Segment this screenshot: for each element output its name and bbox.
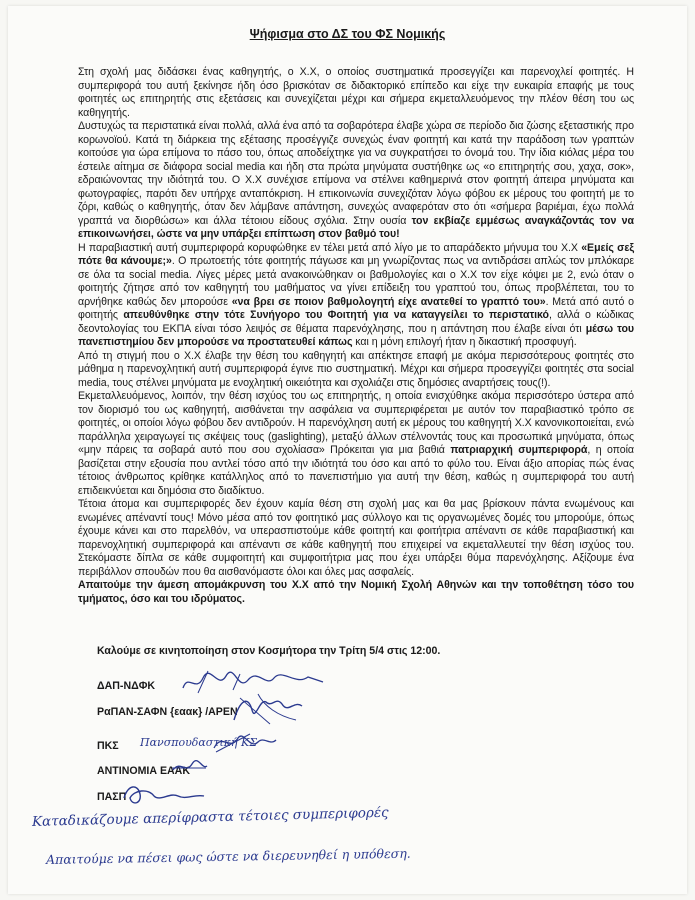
signatory-pasp: ΠΑΣΠ <box>97 791 127 803</box>
paragraph-1: Στη σχολή μας διδάσκει ένας καθηγητής, ο Χ.Χ, ο οποίος συστηματικά προσεγγίζει και παρενοχλεί φοιτητές. Η συμπεριφορά του αυτή ξεκίνησε ήδη όσο βρισκόταν σε διδακτορικό επίπεδο και είχε την ευκαιρία επαφής με τους φοιτητές ως επιτηρητής στις εξετάσεις και συνεχίζεται μέχρι και σήμερα εκμεταλλευόμενος την πλέον θέση του ως καθηγητής. <box>78 66 634 119</box>
signatory-dap: ΔΑΠ-ΝΔΦΚ <box>97 680 156 692</box>
paragraph-5-text-a: Εκμεταλλευόμενος, λοιπόν, την θέση ισχύος του ως επιτηρητής, η οποία ενισχύθηκε ακόμα περισσότερο ύστερα από τον διορισμό του ως καθηγητή, αισθάνεται την ασφάλεια να συμπεριφέρεται με αυτόν τον παραβιαστικό τρόπο σε φοιτητές, οι οποίοι λόγω φόβου δεν αντιδρούν. Η παρενόχληση αυτή εκ μέρους του καθηγητή Χ.Χ κανονικοποιείται, ενώ παράλληλα χειραγωγεί τις σκέψεις τους (gaslighting), μεταξύ άλλων στέλνοντάς τους και προσωπικά μηνύματα, όπως «μην πάρεις τα σοβαρά αυτό που σου σχολίασα» Πρόκειται για μια βαθιά <box>78 390 634 456</box>
paragraph-4: Από τη στιγμή που ο Χ.Χ έλαβε την θέση του καθηγητή και απέκτησε επαφή με ακόμα περισσότερους φοιτητές στο μάθημα η παρενοχλητική αυτή συμπεριφορά έγινε πιο συστηματική. Μέχρι και σήμερα προσεγγίζει φοιτητές στα social media, τους στέλνει μηνύματα με ενοχλητική οικειότητα και σχολιάζει στις δημόσιες αναρτήσεις τους(!). <box>78 349 634 389</box>
paragraph-3-text-i: και η μόνη επιλογή ήταν η δικαστική προσφυγή. <box>352 336 577 348</box>
signature-antinomia-scribble <box>170 756 210 778</box>
paragraph-3-emphasis-h: μέσω του πανεπιστημίου δεν μπορούσε να προστατευθεί κάπως <box>78 322 634 348</box>
signature-pks-handwritten: Πανσπουδαστική ΚΣ <box>140 736 258 749</box>
signatory-antinomia: ΑΝΤΙΝΟΜΙΑ ΕΑΑΚ <box>97 765 190 777</box>
signatory-rapan: ΡαΠΑΝ-ΣΑΦΝ {εαακ} /ΑΡΕΝ <box>97 706 238 718</box>
demand-paragraph: Απαιτούμε την άμεση απομάκρυνση του Χ.Χ από την Νομική Σχολή Αθηνών και την τοποθέτηση τόσο του τμήματος, όσο και του ιδρύματος. <box>78 579 634 605</box>
signature-rapan-scribble <box>230 690 310 730</box>
paragraph-5 <box>78 390 634 498</box>
signature-pasp-scribble <box>120 780 210 810</box>
paragraph-2 <box>78 120 634 242</box>
paragraph-3-text-g: , αλλά ο κώδικας δεοντολογίας του ΕΚΠΑ είναι τόσο λειψός σε θέματα παρενόχλησης, που η απάντηση που έλαβε είναι ότι <box>78 309 634 335</box>
paragraph-3-emphasis-f: απευθύνθηκε στην τότε Συνήγορο του Φοιτητή για να καταγγείλει το περιστατικό <box>123 309 549 321</box>
paragraph-2-text: Δυστυχώς τα περιστατικά είναι πολλά, αλλά ένα από τα σοβαρότερα έλαβε χώρα σε περίοδο δια ζώσης εξεταστικής προ κορωνοϊού. Κατά τη διάρκεια της εξέτασης προσέγγιζε συνεχώς έναν φοιτητή και κατά την παράδοση των γραπτών κοιτούσε για ώρα επίμονα το πάσο του, όπως αποδείχτηκε για να συγκρατήσει το όνομά του. Την ίδια κιόλας μέρα του έστειλε αίτημα σε διάφορα social media και ήδη στα πρώτα μηνύματα συστήθηκε ως «ο επιτηρητής σου, χαχα, σοκ», εδραιώνοντας την ιδιότητά του. Ο Χ.Χ συνέχισε επίμονα να στέλνει καθημερινά στον φοιτητή άπειρα μηνύματα και φωτογραφίες, παρότι δεν υπήρχε ανταπόκριση. Η επικοινωνία συνεχιζόταν λόγω φόβου εκ μέρους του φοιτητή με το ζόρι, καθώς ο καθηγητής, όταν δεν λάμβανε απάντηση, συνεχώς αναφερόταν στο ότι «σήμερα βαριέμαι, έχω πολλά γραπτά να διορθώσω» και άλλα τέτοιου είδους σχόλια. Στην ουσία <box>78 120 634 227</box>
handwritten-line-2: Απαιτούμε να πέσει φως ώστε να διερευνηθεί η υπόθεση. <box>45 845 411 867</box>
paragraph-3-text-e: . Μετά από αυτό ο φοιτητής <box>78 295 634 321</box>
paragraph-2-emphasis: τον εκβίαζε εμμέσως αναγκάζοντάς τον να επικοινωνήσει, ώστε να μην υπάρξει επίπτωση στον βαθμό του! <box>78 214 634 240</box>
handwritten-line-1: Καταδικάζουμε απερίφραστα τέτοιες συμπεριφορές <box>31 804 389 830</box>
mobilization-invite: Καλούμε σε κινητοποίηση στον Κοσμήτορα την Τρίτη 5/4 στις 12:00. <box>97 645 441 657</box>
signature-pks-scribble <box>210 728 280 756</box>
paragraph-5-text-c: , η οποία βασίζεται στην εξουσία που αντλεί τόσο από την ιδιότητά του όσο και από το φύλο του. Είναι άξιο απορίας πώς ένας τέτοιος άνθρωπος κρίθηκε κατάλληλος από το πανεπιστήμιο για αυτή την θέση, καθώς η συμπεριφορά του αυτή επιδεικνύεται και δημόσια στο διαδίκτυο. <box>78 444 634 497</box>
paragraph-3-text-a: Η παραβιαστική αυτή συμπεριφορά κορυφώθηκε εν τέλει μετά από λίγο με το απαράδεκτο μήνυμα του Χ.Χ <box>78 241 582 254</box>
paragraph-6: Τέτοια άτομα και συμπεριφορές δεν έχουν καμία θέση στη σχολή μας και θα μας βρίσκουν πάντα ενωμένους και ενωμένες απέναντί τους! Μόνο μέσα από τον φοιτητικό μας σύλλογο και τις οργανωμένες δομές του μπορούμε, όπως έχουμε κάνει και στο παρελθόν, να υπερασπιστούμε κάθε φοιτητή και φοιτήτρια απέναντι σε κάθε παραβιαστική και παρενοχλητική συμπεριφορά και απέναντι σε κάθε καθηγητή που επιχειρεί να εκμεταλλευτεί την θέση ισχύος του. Στεκόμαστε δίπλα σε κάθε συμφοιτητή και συμφοιτήτρια μας που έχει υπάρξει θύμα παρενόχλησης. Αξίζουμε ένα περιβάλλον σπουδών που θα αισθανόμαστε όλοι και όλες μας ασφαλείς. <box>78 498 634 578</box>
document-body <box>78 66 634 606</box>
signatory-pks: ΠΚΣ <box>97 740 119 752</box>
paragraph-3-quote-2: «να βρει σε ποιον βαθμολογητή είχε ανατεθεί το γραπτό του» <box>231 295 546 308</box>
paragraph-3-quote: «Εμείς σεξ πότε θα κάνουμε;» <box>78 241 634 267</box>
document-title: Ψήφισμα στο ΔΣ του ΦΣ Νομικής <box>249 27 446 41</box>
paragraph-3-text-c: . Ο πρωτοετής τότε φοιτητής πάγωσε και μη γνωρίζοντας πως να αντιδράσει απλώς τον μπλόκαρε σε όλα τα social media. Λίγες μέρες μετά ανακοινώθηκαν οι βαθμολογίες και ο Χ.Χ τον είχε κόψει με 2, ενώ όταν ο φοιτητής ζήτησε από τον καθηγητή του μαθήματος να γίνει επίδειξη του γραπτού του, όπως προβλέπεται, του το αρνήθηκε καθώς δεν μπορούσε <box>78 255 634 308</box>
paragraph-5-emphasis: πατριαρχική συμπεριφορά <box>450 444 588 456</box>
paragraph-3 <box>78 242 634 350</box>
